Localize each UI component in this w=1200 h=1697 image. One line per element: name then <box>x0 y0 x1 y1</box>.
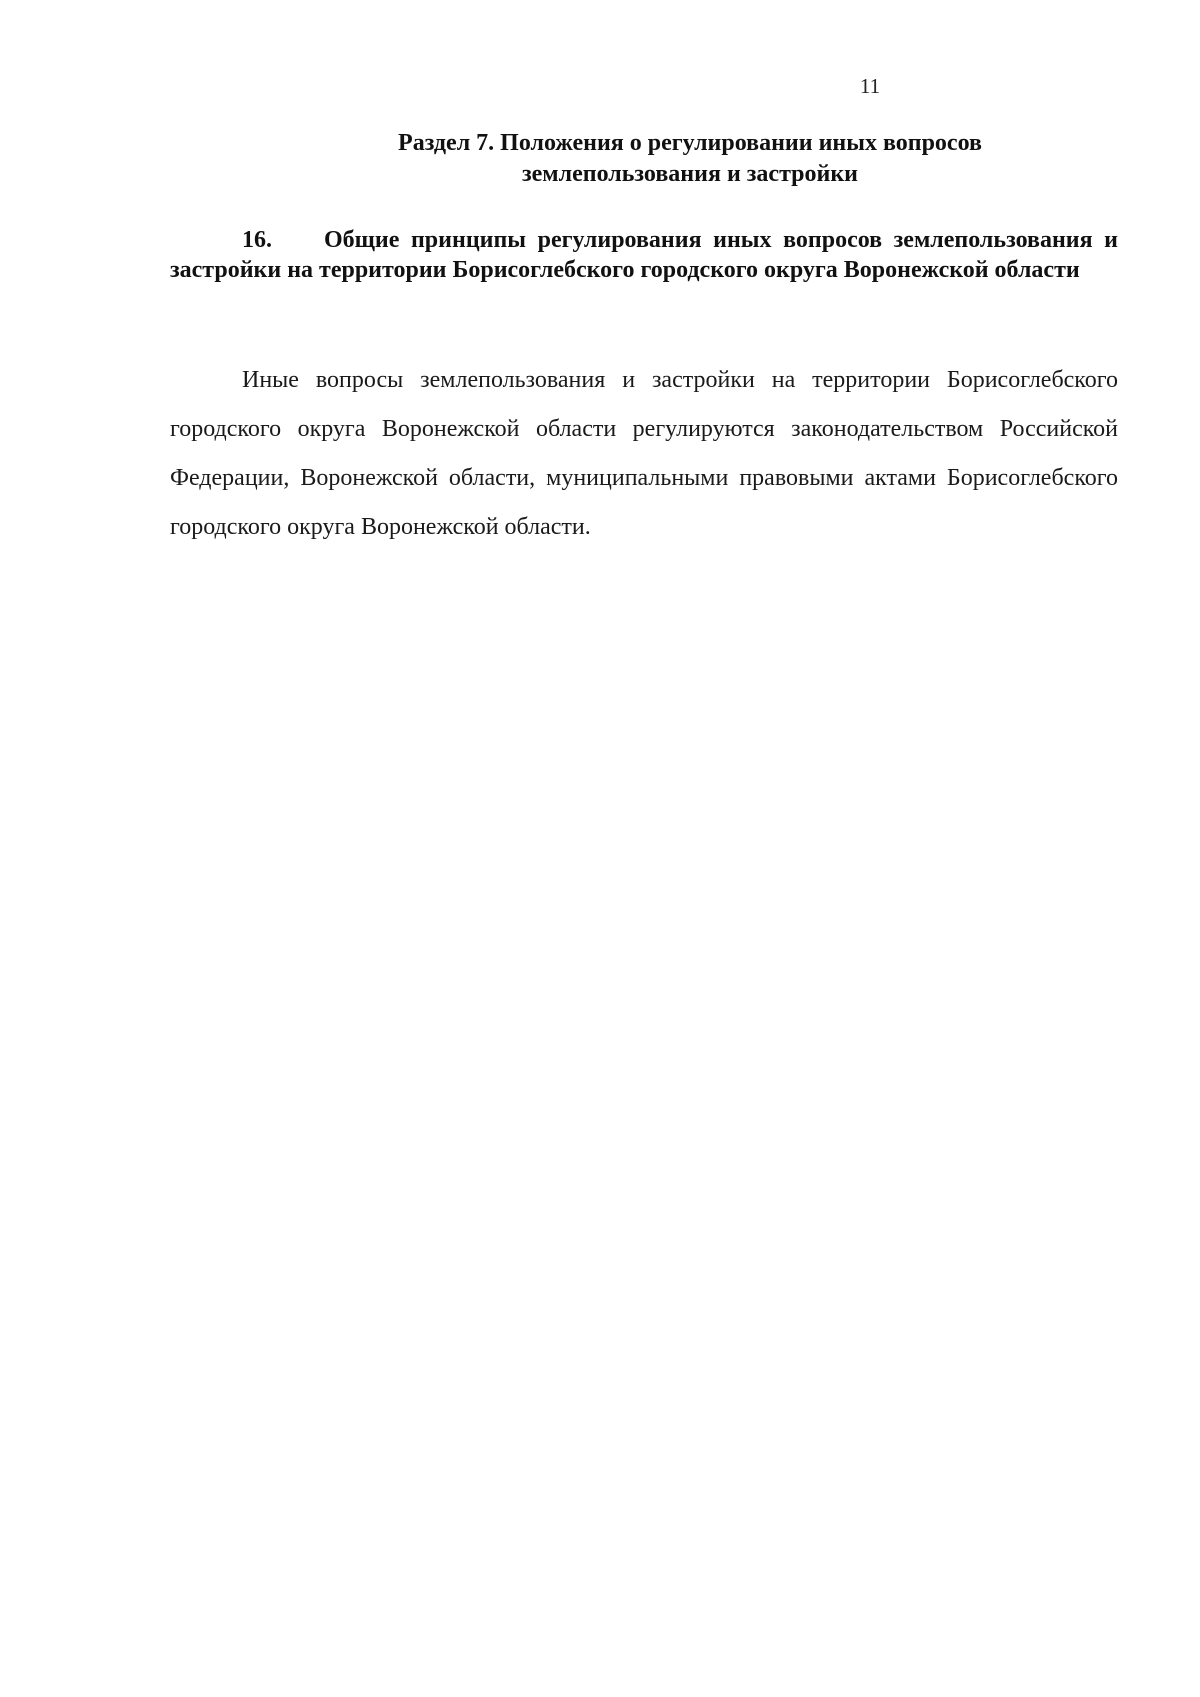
section-title-line-2: землепользования и застройки <box>522 161 858 187</box>
article-heading <box>170 225 1118 285</box>
article-number: 16. <box>242 227 272 253</box>
section-title <box>300 128 1080 190</box>
body-paragraph: Иные вопросы землепользования и застройки на территории Борисоглебского городского округа Воронежской области регулируются законодательством Российской Федерации, Воронежской области, муниципальными правовыми актами Борисоглебского городского округа Воронежской области. <box>170 367 1118 540</box>
page-number: 11 <box>859 74 881 98</box>
article-heading-text: Общие принципы регулирования иных вопросов землепользования и застройки на территории Борисоглебского городского округа Воронежской области <box>170 227 1118 283</box>
section-title-line-1: Раздел 7. Положения о регулировании иных вопросов <box>398 130 982 156</box>
